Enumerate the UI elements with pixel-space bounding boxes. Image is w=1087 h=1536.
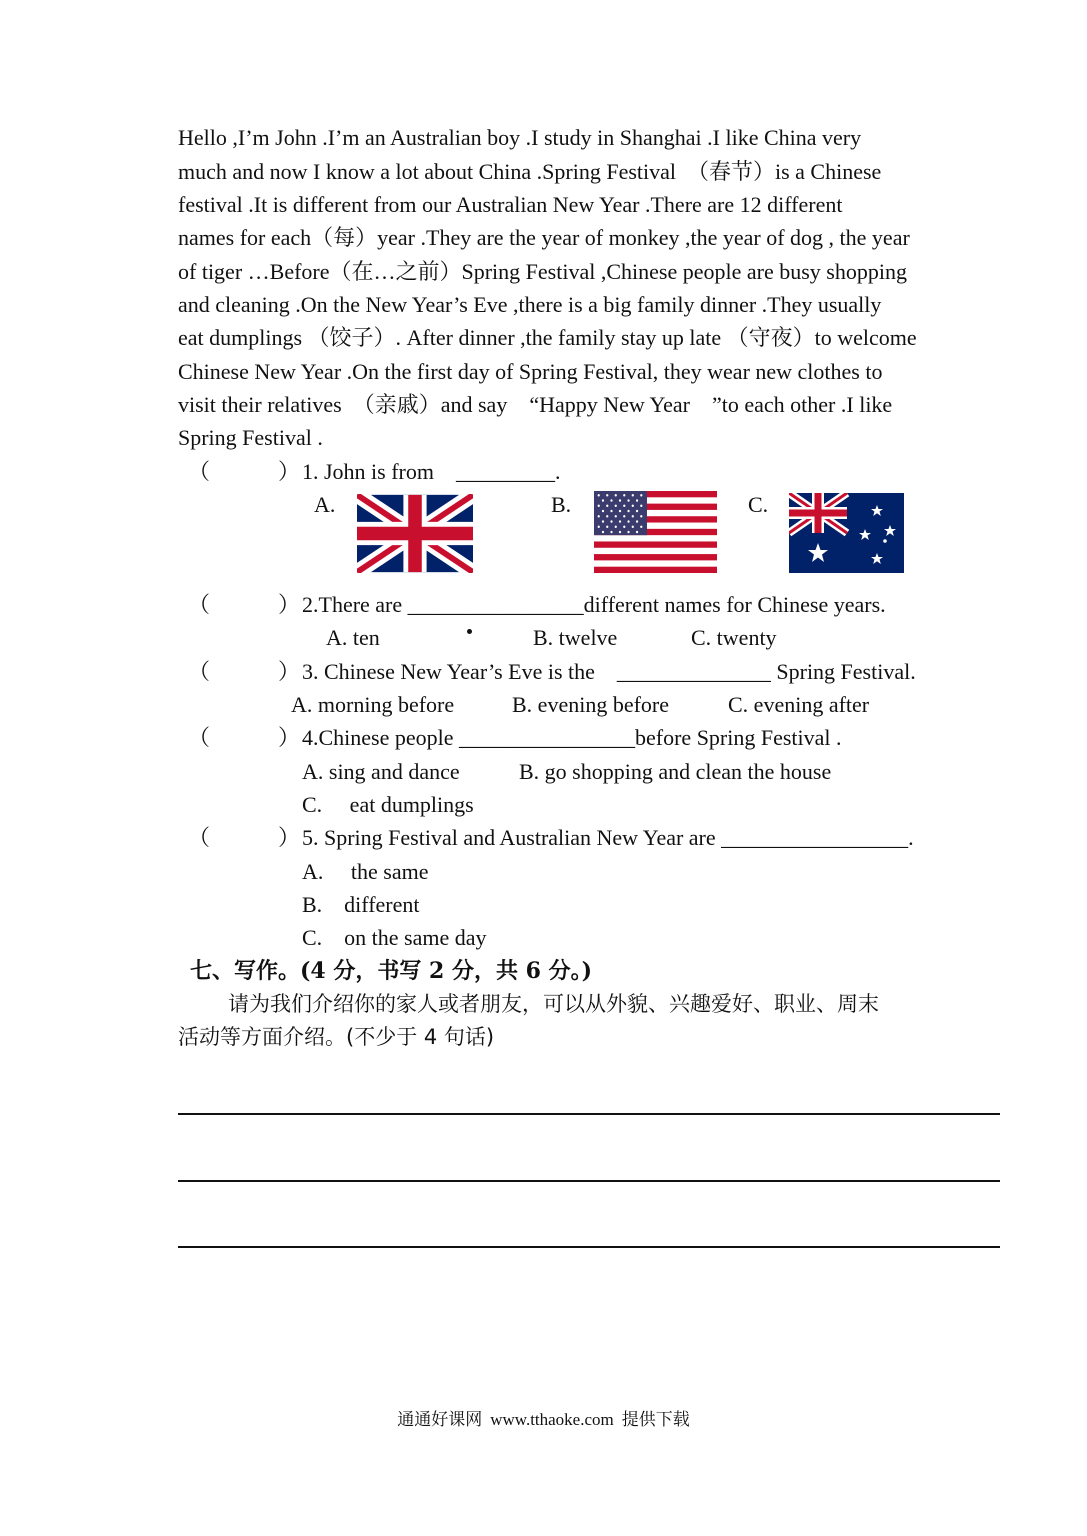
question-text: 5. Spring Festival and Australian New Year are _________________. — [302, 825, 914, 850]
option-b: B. different — [302, 892, 420, 917]
writing-instruction: 活动等方面介绍。(不少于 4 句话) — [178, 1025, 495, 1049]
option-c: C. eat dumplings — [302, 792, 474, 817]
passage-line: and cleaning .On the New Year’s Eve ,there is a big family dinner .They usually — [178, 292, 882, 317]
option-a: A. sing and dance — [302, 759, 460, 784]
footer-suffix: 提供下载 — [621, 1410, 690, 1430]
answer-paren-open: （ — [188, 592, 211, 617]
passage-line: Spring Festival . — [178, 425, 323, 450]
passage-line: Chinese New Year .On the first day of Spring Festival, they wear new clothes to — [178, 359, 883, 384]
passage-line: Hello ,I’m John .I’m an Australian boy .I study in Shanghai .I like China very — [178, 125, 862, 150]
answer-paren-open: （ — [188, 825, 211, 850]
passage-line: names for each（每）year .They are the year of monkey ,the year of dog , the year — [178, 225, 910, 250]
question-text: 1. John is from _________. — [302, 459, 561, 484]
option-b: B. evening before — [512, 692, 669, 717]
passage-line: eat dumplings （饺子）. After dinner ,the family stay up late （守夜）to welcome — [178, 325, 917, 350]
answer-paren-close: ） — [278, 592, 301, 617]
option-c: C. on the same day — [302, 925, 487, 950]
passage-line: much and now I know a lot about China .Spring Festival （春节）is a Chinese — [178, 159, 882, 184]
footer-url: www.tthaoke.com — [490, 1410, 614, 1429]
passage-line: of tiger …Before（在…之前）Spring Festival ,Chinese people are busy shopping — [178, 259, 907, 284]
answer-paren-open: （ — [188, 659, 211, 684]
passage-line: festival .It is different from our Australian New Year .There are 12 different — [178, 192, 843, 217]
answer-paren-close: ） — [278, 459, 301, 484]
writing-instruction: 请为我们介绍你的家人或者朋友，可以从外貌、兴趣爱好、职业、周末 — [228, 992, 879, 1016]
answer-paren-close: ） — [278, 725, 301, 750]
option-b: B. twelve — [533, 625, 618, 650]
option-b: B. — [551, 492, 572, 517]
us-flag-icon — [594, 491, 717, 573]
section-heading: 七、写作。(4 分，书写 2 分，共 6 分。) — [190, 958, 593, 984]
answer-paren-open: （ — [188, 725, 211, 750]
page-footer — [0, 1407, 1087, 1433]
answer-paren-open: （ — [188, 459, 211, 484]
option-c: C. — [748, 492, 769, 517]
option-a: A. the same — [302, 859, 429, 884]
writing-answer-line[interactable] — [178, 1113, 1000, 1115]
option-b: B. go shopping and clean the house — [519, 759, 832, 784]
option-a: A. ten — [326, 625, 380, 650]
writing-answer-line[interactable] — [178, 1180, 1000, 1182]
passage-line: visit their relatives （亲戚）and say “Happy New Year ”to each other .I like — [178, 392, 893, 417]
question-text: 2.There are ________________different names for Chinese years. — [302, 592, 886, 617]
bullet-dot — [467, 629, 472, 634]
option-a: A. — [314, 492, 336, 517]
option-c: C. twenty — [691, 625, 777, 650]
australia-flag-icon — [789, 493, 904, 573]
uk-flag-icon — [357, 494, 473, 573]
answer-paren-close: ） — [278, 659, 301, 684]
option-c: C. evening after — [728, 692, 870, 717]
answer-paren-close: ） — [278, 825, 301, 850]
footer-site-name: 通通好课网 — [397, 1410, 483, 1430]
question-text: 4.Chinese people ________________before Spring Festival . — [302, 725, 842, 750]
question-text: 3. Chinese New Year’s Eve is the ______________ Spring Festival. — [302, 659, 916, 684]
writing-answer-line[interactable] — [178, 1246, 1000, 1248]
option-a: A. morning before — [291, 692, 455, 717]
